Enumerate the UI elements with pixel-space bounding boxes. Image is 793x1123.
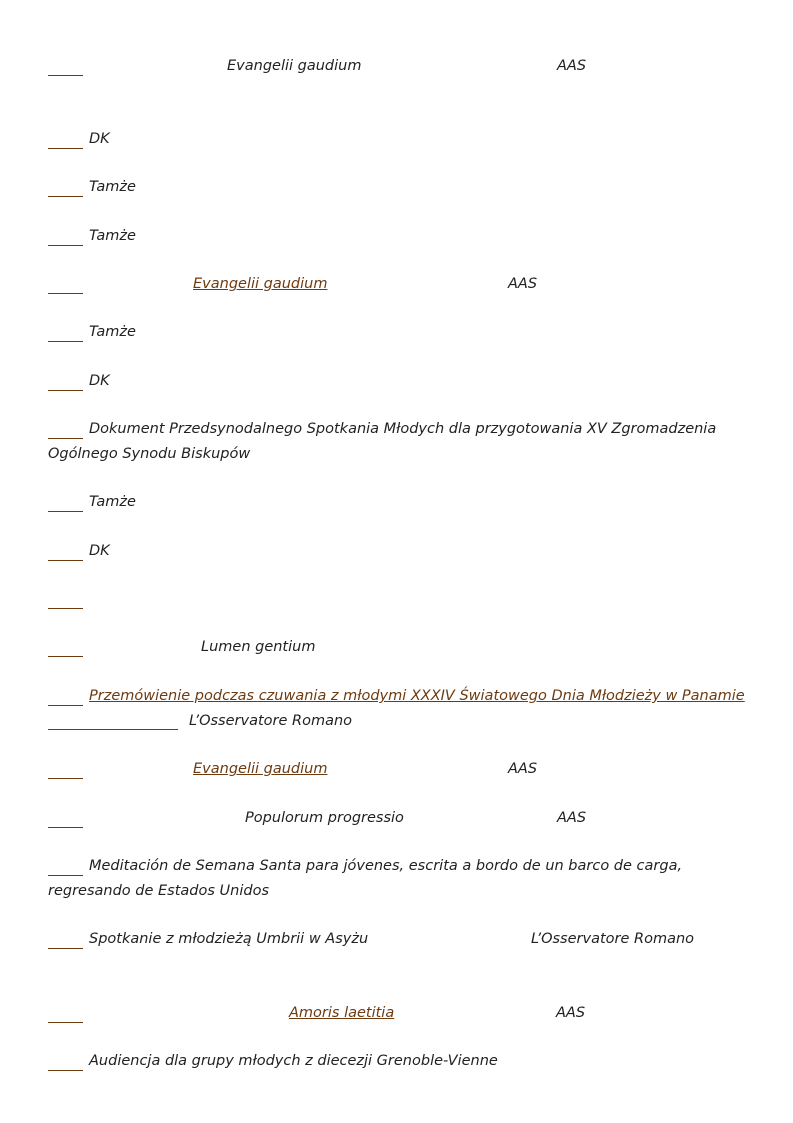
footnote-link[interactable]: Evangelii gaudium <box>193 276 328 292</box>
footnote-text: Dokument Przedsynodalnego Spotkania Młodych dla przygotowania XV Zgromadzenia <box>89 421 717 437</box>
footnote-blank <box>48 148 83 149</box>
footnote-blank <box>48 438 83 439</box>
footnote-text-continued: Ogólnego Synodu Biskupów <box>48 446 251 462</box>
footnote-blank <box>48 656 83 657</box>
footnote-blank <box>48 341 83 342</box>
footnote-source: AAS <box>557 58 587 74</box>
footnote-text: Tamże <box>89 324 136 340</box>
footnote-blank <box>48 948 83 949</box>
footnote-blank <box>48 875 83 876</box>
footnote-source: AAS <box>508 276 538 292</box>
footnote-blank <box>48 827 83 828</box>
footnote-blank <box>48 1022 83 1023</box>
footnote-link[interactable]: Przemówienie podczas czuwania z młodymi XXXIV Światowego Dnia Młodzieży w Panamie <box>89 688 745 704</box>
footnote-blank <box>48 245 83 246</box>
footnote-blank <box>48 705 83 706</box>
footnote-text: Tamże <box>89 179 136 195</box>
footnote-blank <box>48 75 83 76</box>
footnote-text-continued: regresando de Estados Unidos <box>48 883 270 899</box>
footnote-blank <box>48 390 83 391</box>
footnote-text: DK <box>89 131 110 147</box>
footnote-blank <box>48 293 83 294</box>
footnote-text: Spotkanie z młodzieżą Umbrii w Asyżu <box>89 931 369 947</box>
footnote-source: L’Osservatore Romano <box>189 713 353 729</box>
footnote-link[interactable]: Amoris laetitia <box>289 1005 395 1021</box>
footnote-text: DK <box>89 543 110 559</box>
footnote-source: AAS <box>556 1005 586 1021</box>
footnote-source: AAS <box>508 761 538 777</box>
footnote-text: Lumen gentium <box>201 639 316 655</box>
footnote-text: Audiencja dla grupy młodych z diecezji Grenoble-Vienne <box>89 1053 498 1069</box>
footnote-blank <box>48 778 83 779</box>
footnote-blank <box>48 511 83 512</box>
footnote-long-blank <box>48 729 178 730</box>
footnote-blank <box>48 560 83 561</box>
footnote-link[interactable]: Evangelii gaudium <box>193 761 328 777</box>
footnote-text: Populorum progressio <box>245 810 404 826</box>
footnote-blank <box>48 608 83 609</box>
footnote-source: L’Osservatore Romano <box>531 931 695 947</box>
footnote-text: DK <box>89 373 110 389</box>
footnote-blank <box>48 1070 83 1071</box>
footnote-text: Meditación de Semana Santa para jóvenes, escrita a bordo de un barco de carga, <box>89 858 683 874</box>
footnote-text: Tamże <box>89 494 136 510</box>
footnote-source: AAS <box>557 810 587 826</box>
footnote-blank <box>48 196 83 197</box>
footnote-text: Evangelii gaudium <box>227 58 362 74</box>
footnote-text: Tamże <box>89 228 136 244</box>
